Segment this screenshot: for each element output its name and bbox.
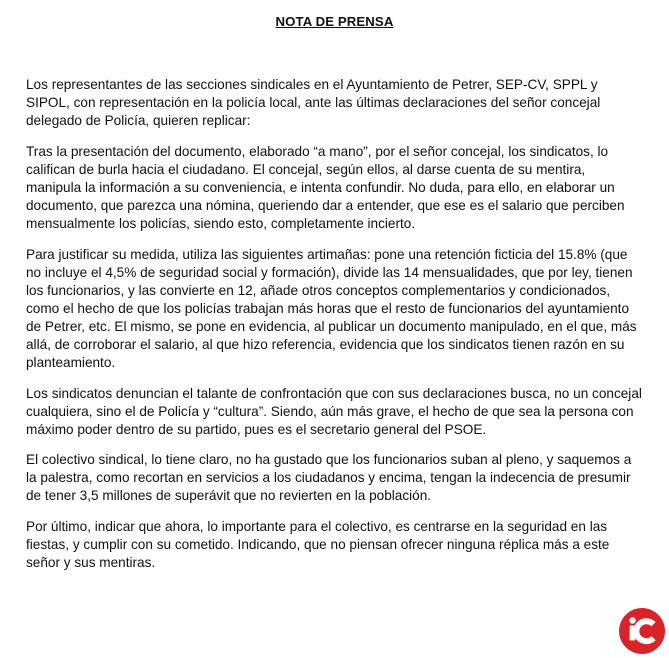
paragraph-document-presentation: Tras la presentación del documento, elaborado “a mano”, por el señor concejal, los sindicatos, lo califican de burla hacia el ciudadano. El concejal, según ellos, al darse cuenta de su mentira, manipula la información a su conveniencia, e intenta confundir. No duda, para ello, en elaborar un documento, que parezca una nómina, queriendo dar a entender, que ese es el salario que perciben mensualmente los policías, siendo esto, completamente incierto.	[26, 143, 625, 232]
paragraph-confrontation: Los sindicatos denuncian el talante de confrontación que con sus declaraciones busca, no un concejal cualquiera, sino el de Policía y “cultura”. Siendo, aún más grave, el hecho de que sea la persona con máximo poder dentro de su partido, pues es el secretario general del PSOE.	[26, 385, 642, 437]
page-title: NOTA DE PRENSA	[275, 14, 394, 29]
ic-logo-icon	[618, 607, 666, 655]
press-release-body	[26, 76, 644, 585]
press-release-document	[26, 14, 644, 571]
logo-circle	[619, 608, 665, 654]
paragraph-collective: El colectivo sindical, lo tiene claro, no ha gustado que los funcionarios suban al pleno, y saquemos a la palestra, como recortan en servicios a los ciudadanos y encima, tengan la indecencia de presumir de tener 3,5 millones de superávit que no revierten en la población.	[26, 452, 632, 504]
paragraph-conclusion: Por último, indicar que ahora, lo importante para el colectivo, es centrarse en la seguridad en las fiestas, y cumplir con su cometido. Indicando, que no piensan ofrecer ninguna réplica más a este señor y sus mentiras.	[26, 518, 610, 571]
logo-i-dot	[629, 617, 635, 623]
paragraph-intro: Los representantes de las secciones sindicales en el Ayuntamiento de Petrer, SEP-CV, SPPL y SIPOL, con representación en la policía local, ante las últimas declaraciones del señor concejal delegado de Policía, quieren replicar:	[26, 77, 601, 129]
paragraph-justification: Para justificar su medida, utiliza las siguientes artimañas: pone una retención ficticia del 15.8% (que no incluye el 4,5% de seguridad social y formación), divide las 14 mensualidades, que por ley, tienen los funcionarios, y las convierte en 12, añade otros conceptos complementarios y condicionados, como el hecho de que los policías trabajan más horas que el resto de funcionarios del ayuntamiento de Petrer, etc. El mismo, se pone en evidencia, al publicar un documento manipulado, en el que, más allá, de corroborar el salario, al que hizo referencia, evidencia que los sindicatos tienen razón en su planteamiento.	[26, 246, 637, 371]
